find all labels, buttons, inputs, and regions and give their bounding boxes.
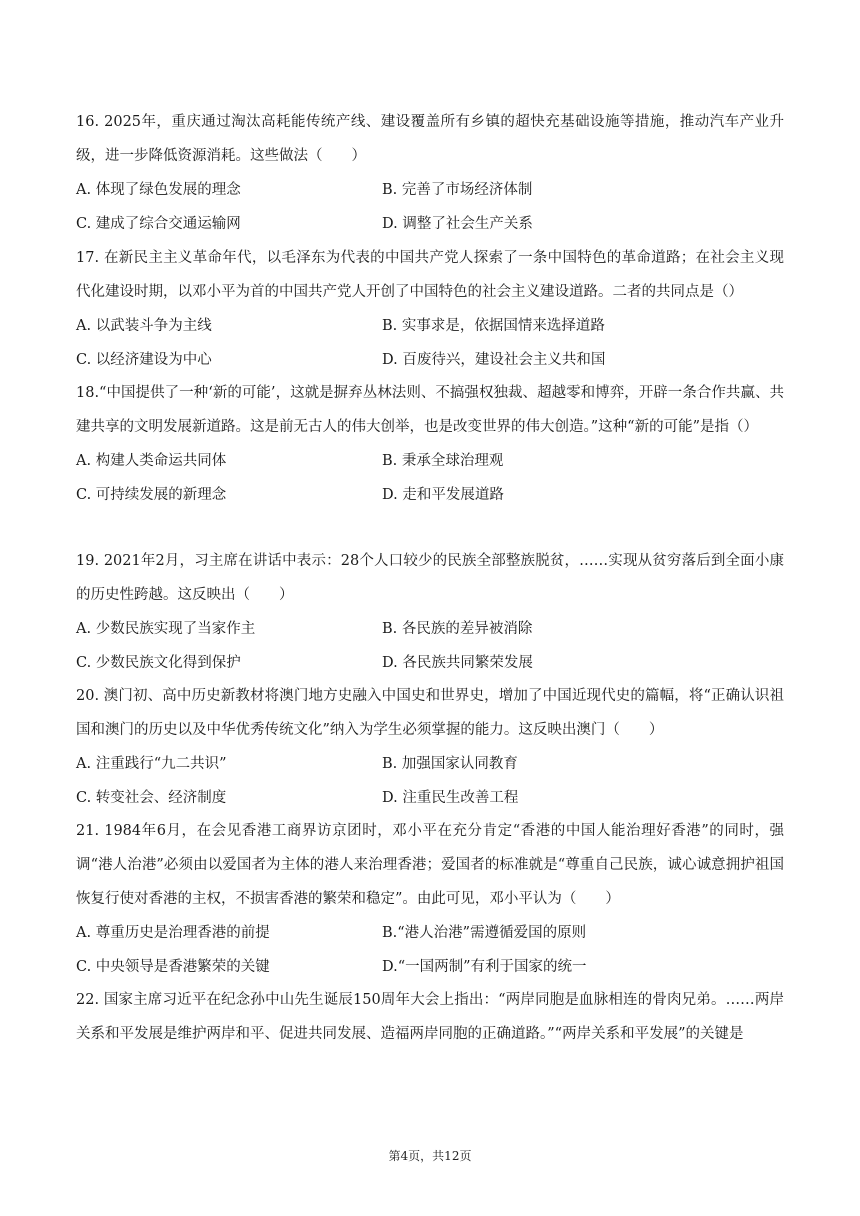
question-stem: 20. 澳门初、高中历史新教材将澳门地方史融入中国史和世界史，增加了中国近现代史的篇幅，将“正确认识祖国和澳门的历史以及中华优秀传统文化”纳入为学生必须掌握的能力。这反映出澳门（ ） bbox=[76, 688, 784, 738]
option-a: A. 构建人类命运共同体 bbox=[76, 453, 227, 469]
options bbox=[76, 747, 784, 815]
option-d: D. 走和平发展道路 bbox=[382, 487, 504, 503]
option-c: C. 建成了综合交通运输网 bbox=[76, 216, 241, 232]
options bbox=[76, 612, 784, 680]
option-c: C. 转变社会、经济制度 bbox=[76, 790, 227, 806]
option-b: B. 秉承全球治理观 bbox=[382, 453, 504, 469]
question-stem: 19. 2021年2月，习主席在讲话中表示：28个人口较少的民族全部整族脱贫，……实现从贫穷落后到全面小康的历史性跨越。这反映出（ ） bbox=[76, 553, 784, 603]
option-a: A. 以武装斗争为主线 bbox=[76, 318, 212, 334]
option-d: D. 各民族共同繁荣发展 bbox=[382, 655, 533, 671]
options bbox=[76, 444, 784, 512]
question-20 bbox=[76, 679, 784, 815]
options bbox=[76, 309, 784, 377]
question-stem: 18.“中国提供了一种‘新的可能’，这就是摒弃丛林法则、不搞强权独裁、超越零和博弈，开辟一条合作共赢、共建共享的文明发展新道路。这是前无古人的伟大创举，也是改变世界的伟大创造。”这种“新的可能”是指（） bbox=[76, 385, 784, 435]
option-a: A. 尊重历史是治理香港的前提 bbox=[76, 925, 270, 941]
options bbox=[76, 173, 784, 241]
option-d: D. 注重民生改善工程 bbox=[382, 790, 519, 806]
question-17 bbox=[76, 241, 784, 377]
question-stem: 22. 国家主席习近平在纪念孙中山先生诞辰150周年大会上指出：“两岸同胞是血脉相连的骨肉兄弟。……两岸关系和平发展是维护两岸和平、促进共同发展、造福两岸同胞的正确道路。”“两岸关系和平发展”的关键是 bbox=[76, 992, 784, 1042]
question-16 bbox=[76, 105, 784, 241]
options bbox=[76, 916, 784, 984]
question-18 bbox=[76, 376, 784, 512]
option-b: B.“港人治港”需遵循爱国的原则 bbox=[382, 925, 587, 941]
question-stem: 16. 2025年，重庆通过淘汰高耗能传统产线、建设覆盖所有乡镇的超快充基础设施等措施，推动汽车产业升级，进一步降低资源消耗。这些做法（ ） bbox=[76, 114, 784, 164]
option-a: A. 体现了绿色发展的理念 bbox=[76, 182, 241, 198]
option-d: D.“一国两制”有利于国家的统一 bbox=[382, 959, 587, 975]
option-b: B. 实事求是，依据国情来选择道路 bbox=[382, 318, 605, 334]
option-c: C. 以经济建设为中心 bbox=[76, 352, 212, 368]
option-c: C. 少数民族文化得到保护 bbox=[76, 655, 241, 671]
option-d: D. 调整了社会生产关系 bbox=[382, 216, 533, 232]
question-stem: 17. 在新民主主义革命年代，以毛泽东为代表的中国共产党人探索了一条中国特色的革命道路；在社会主义现代化建设时期，以邓小平为首的中国共产党人开创了中国特色的社会主义建设道路。二者的共同点是（） bbox=[76, 250, 784, 300]
page-number: 第4页，共12页 bbox=[388, 1149, 472, 1163]
question-21 bbox=[76, 814, 784, 984]
option-c: C. 可持续发展的新理念 bbox=[76, 487, 227, 503]
option-b: B. 各民族的差异被消除 bbox=[382, 621, 533, 637]
option-b: B. 完善了市场经济体制 bbox=[382, 182, 533, 198]
question-19 bbox=[76, 544, 784, 680]
question-22 bbox=[76, 983, 784, 1051]
option-d: D. 百废待兴，建设社会主义共和国 bbox=[382, 352, 606, 368]
option-b: B. 加强国家认同教育 bbox=[382, 756, 518, 772]
option-c: C. 中央领导是香港繁荣的关键 bbox=[76, 959, 270, 975]
option-a: A. 注重践行“九二共识” bbox=[76, 756, 227, 772]
question-stem: 21. 1984年6月，在会见香港工商界访京团时，邓小平在充分肯定“香港的中国人能治理好香港”的同时，强调“港人治港”必须由以爱国者为主体的港人来治理香港；爱国者的标准就是“尊重自己民族，诚心诚意拥护祖国恢复行使对香港的主权，不损害香港的繁荣和稳定”。由此可见，邓小平认为（ ） bbox=[76, 823, 784, 907]
option-a: A. 少数民族实现了当家作主 bbox=[76, 621, 256, 637]
